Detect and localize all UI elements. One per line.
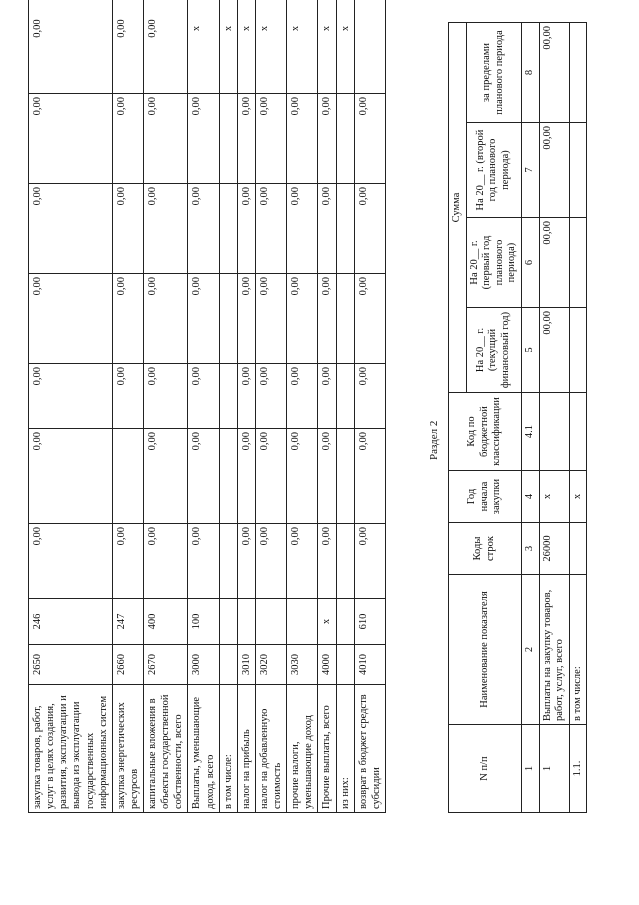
header-y1: На 20__ г. (текущий финансовый год) [466,308,521,393]
cell-c7: 0,00 [188,274,219,364]
cell-code [219,645,237,685]
table-row [219,0,237,813]
cell-c10: 0,00 [144,0,188,94]
cell-code: 3020 [255,645,286,685]
cell-c8: 0,00 [112,184,143,274]
cell-c5: 0,00 [354,429,385,524]
cell-name: из них: [336,685,354,813]
cell-kbk: 400 [144,599,188,645]
cell-c9: 0,00 [255,94,286,184]
header-name: Наименование показателя [449,575,522,725]
cell-c4: 0,00 [255,524,286,599]
table-row [539,22,569,812]
cell-c10: x [318,0,336,94]
cell-name: закупка энергетических ресурсов [112,685,143,813]
cell-code: 2650 [29,645,113,685]
cell-y3: 00,00 [539,123,569,218]
header-kbk: Код по бюджетной классификации [449,393,522,471]
table-row [354,0,385,813]
cell-c6: 0,00 [112,364,143,429]
cell-c9: 0,00 [237,94,255,184]
cell-c7: 0,00 [29,274,113,364]
cell-c5: 0,00 [237,429,255,524]
cell-c7: 0,00 [237,274,255,364]
table-row [255,0,286,813]
cell-c7: 0,00 [144,274,188,364]
column-number: 2 [521,575,539,725]
cell-c4: 0,00 [354,524,385,599]
cell-c10: 0,00 [112,0,143,94]
cell-kbk [219,599,237,645]
cell-c5: 0,00 [29,429,113,524]
cell-c7: 0,00 [318,274,336,364]
cell-c9: 0,00 [188,94,219,184]
cell-c4: 0,00 [188,524,219,599]
column-number: 5 [521,308,539,393]
header-code: Коды строк [449,523,522,575]
cell-y4: 00,00 [539,22,569,122]
column-number: 8 [521,22,539,122]
cell-c9: 0,00 [112,94,143,184]
cell-c10: x [255,0,286,94]
cell-c7: 0,00 [287,274,318,364]
column-number: 6 [521,218,539,308]
table-row [188,0,219,813]
cell-c4 [219,524,237,599]
cell-name: закупка товаров, работ, услуг в целях создания, развития, эксплуатации и вывода из эксплуатации государственных информационных систем [29,685,113,813]
cell-c9: 0,00 [29,94,113,184]
cell-name: Выплаты на закупку товаров, работ, услуг, всего [539,575,569,725]
cell-kbk: 247 [112,599,143,645]
cell-c8 [219,184,237,274]
header-year: Год начала закупки [449,471,522,523]
cell-kbk [569,393,587,471]
header-y3: На 20__ г. (второй год планового периода) [466,123,521,218]
column-number: 1 [521,725,539,813]
cell-c6: 0,00 [188,364,219,429]
table-row [287,0,318,813]
cell-c5: 0,00 [318,429,336,524]
cell-np: 1.1. [569,725,587,813]
table-row [569,22,587,812]
cell-c5: 0,00 [287,429,318,524]
cell-c10 [354,0,385,94]
cell-c9: 0,00 [354,94,385,184]
cell-c4: 0,00 [112,524,143,599]
cell-kbk [539,393,569,471]
cell-c6: 0,00 [29,364,113,429]
cell-kbk [255,599,286,645]
cell-kbk [336,599,354,645]
cell-c7: 0,00 [354,274,385,364]
cell-c10: 0,00 [29,0,113,94]
column-number: 3 [521,523,539,575]
cell-c5 [336,429,354,524]
cell-c8: 0,00 [188,184,219,274]
cell-c6: 0,00 [354,364,385,429]
cell-kbk: 610 [354,599,385,645]
cell-y4 [569,22,587,122]
cell-name: капитальные вложения в объекты государственной собственности, всего [144,685,188,813]
cell-kbk [287,599,318,645]
table-row [144,0,188,813]
cell-c9 [219,94,237,184]
cell-c9: 0,00 [144,94,188,184]
table-row [318,0,336,813]
cell-y1 [569,308,587,393]
cell-c9: 0,00 [318,94,336,184]
column-number: 7 [521,123,539,218]
cell-np: 1 [539,725,569,813]
table-row [29,0,113,813]
cell-c6 [219,364,237,429]
cell-name: в том числе: [569,575,587,725]
section-title: Раздел 2 [428,420,440,460]
header-sum: Сумма [449,22,467,392]
cell-c8 [336,184,354,274]
table-row [112,0,143,813]
cell-c9: 0,00 [287,94,318,184]
cell-c8: 0,00 [354,184,385,274]
cell-c4: 0,00 [144,524,188,599]
cell-c6: 0,00 [318,364,336,429]
cell-code [569,523,587,575]
cell-code: 26000 [539,523,569,575]
cell-c8: 0,00 [237,184,255,274]
column-number: 4.1 [521,393,539,471]
cell-code: 3030 [287,645,318,685]
cell-year: x [539,471,569,523]
header-y4: за пределами планового периода [466,22,521,122]
cell-c6: 0,00 [237,364,255,429]
cell-c10: x [237,0,255,94]
cell-y1: 00,00 [539,308,569,393]
cell-c5 [112,429,143,524]
cell-y2 [569,218,587,308]
cell-kbk: x [318,599,336,645]
cell-c7: 0,00 [255,274,286,364]
cell-c6 [336,364,354,429]
cell-code: 4010 [354,645,385,685]
cell-kbk [237,599,255,645]
cell-c4: 0,00 [287,524,318,599]
cell-c8: 0,00 [144,184,188,274]
cell-c8: 0,00 [318,184,336,274]
cell-c6: 0,00 [144,364,188,429]
cell-c5 [219,429,237,524]
cell-name: в том числе: [219,685,237,813]
cell-c8: 0,00 [29,184,113,274]
table-row [237,0,255,813]
cell-name: Выплаты, уменьшающие доход, всего [188,685,219,813]
table-purchases [448,22,587,813]
cell-c9 [336,94,354,184]
cell-c5: 0,00 [144,429,188,524]
cell-code: 2660 [112,645,143,685]
cell-c4: 0,00 [237,524,255,599]
cell-name: налог на добавленную стоимость [255,685,286,813]
cell-c6: 0,00 [255,364,286,429]
column-number: 4 [521,471,539,523]
cell-c8: 0,00 [255,184,286,274]
cell-c6: 0,00 [287,364,318,429]
cell-c8: 0,00 [287,184,318,274]
cell-name: прочие налоги, уменьшающие доход [287,685,318,813]
cell-kbk: 246 [29,599,113,645]
cell-c10: x [287,0,318,94]
cell-name: Прочие выплаты, всего [318,685,336,813]
cell-c7: 0,00 [112,274,143,364]
cell-code: 4000 [318,645,336,685]
cell-c4: 0,00 [318,524,336,599]
cell-c5: 0,00 [255,429,286,524]
cell-y2: 00,00 [539,218,569,308]
cell-name: возврат в бюджет средств субсидии [354,685,385,813]
cell-c7 [219,274,237,364]
cell-c7 [336,274,354,364]
cell-c10: x [336,0,354,94]
cell-c10: x [219,0,237,94]
cell-name: налог на прибыль [237,685,255,813]
cell-c5: 0,00 [188,429,219,524]
cell-code: 3010 [237,645,255,685]
table-expenses [28,0,386,813]
cell-c4: 0,00 [29,524,113,599]
cell-code: 2670 [144,645,188,685]
cell-kbk: 100 [188,599,219,645]
cell-code [336,645,354,685]
table-row [336,0,354,813]
cell-code: 3000 [188,645,219,685]
header-y2: На 20__ г. (первый год планового периода) [466,218,521,308]
cell-year: x [569,471,587,523]
cell-c4 [336,524,354,599]
cell-c10: x [188,0,219,94]
header-np: N п/п [449,725,522,813]
cell-y3 [569,123,587,218]
